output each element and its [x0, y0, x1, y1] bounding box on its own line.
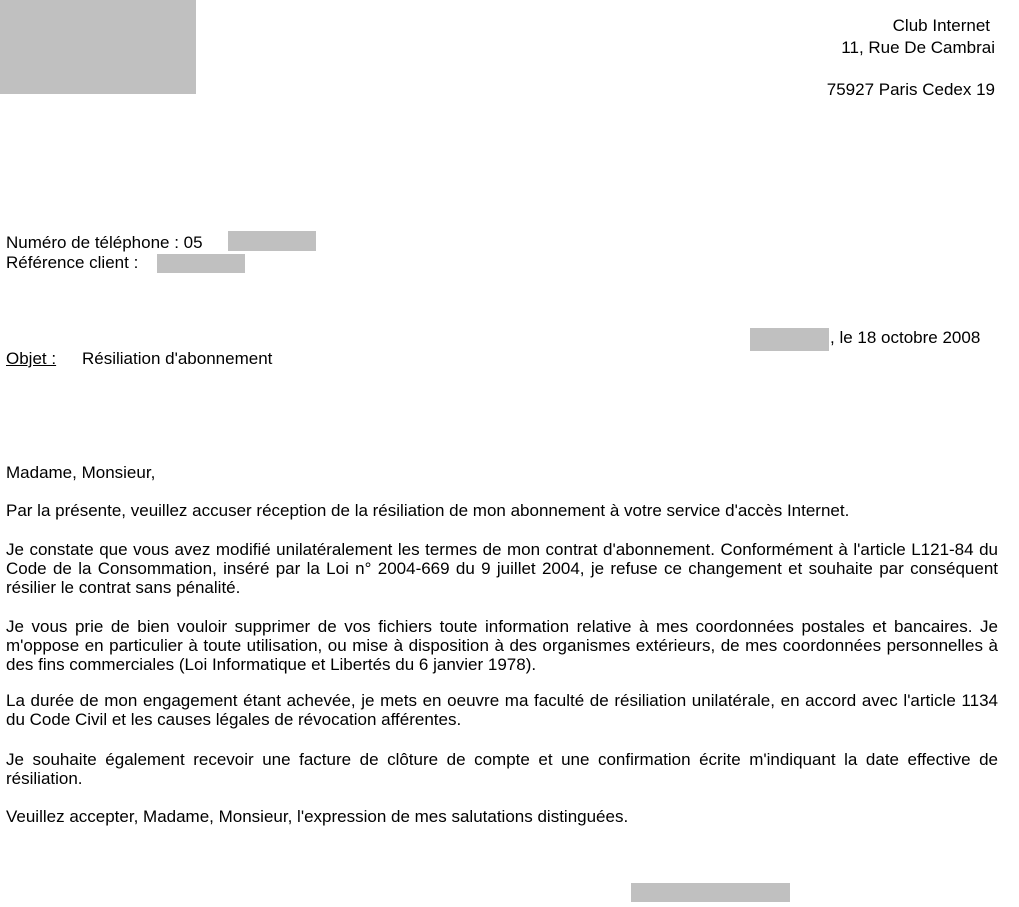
client-reference-redacted [157, 254, 245, 273]
subject-label: Objet : [6, 349, 57, 368]
recipient-name: Club Internet [892, 16, 990, 35]
recipient-street: 11, Rue De Cambrai [841, 38, 995, 57]
salutation: Madame, Monsieur, [6, 463, 156, 482]
city-redacted [750, 328, 829, 351]
phone-number-label: Numéro de téléphone : 05 [6, 233, 203, 252]
signature-redacted [631, 883, 790, 902]
paragraph-3: Je vous prie de bien vouloir supprimer de vos fichiers toute information relative à mes coordonnées postales et bancaires. Je m'oppose en particulier à toute utilisation, ou mise à disposition à des organismes extérieurs, de mes coordonnées personnelles à des fins commerciales (Loi Informatique et Libertés du 6 janvier 1978). [6, 617, 998, 674]
paragraph-5: Je souhaite également recevoir une facture de clôture de compte et une confirmation écrite m'indiquant la date effective de résiliation. [6, 750, 998, 788]
paragraph-4: La durée de mon engagement étant achevée, je mets en oeuvre ma faculté de résiliation unilatérale, en accord avec l'article 1134 du Code Civil et les causes légales de révocation afférentes. [6, 691, 998, 729]
phone-number-redacted [228, 231, 316, 251]
recipient-city: 75927 Paris Cedex 19 [826, 80, 995, 99]
phone-number-line [6, 233, 203, 253]
paragraph-2: Je constate que vous avez modifié unilatéralement les termes de mon contrat d'abonnement. Conformément à l'article L121-84 du Code de la Consommation, inséré par la Loi n° 2004-669 du 9 juillet 2004, je refuse ce changement et souhaite par conséquent résilier le contrat sans pénalité. [6, 540, 998, 597]
client-reference-label: Référence client : [6, 253, 139, 272]
client-reference-line [6, 253, 138, 273]
paragraph-1: Par la présente, veuillez accuser réception de la résiliation de mon abonnement à votre service d'accès Internet. [6, 501, 850, 520]
subject-line [6, 349, 56, 369]
sender-address-redacted [0, 0, 196, 94]
date-line: , le 18 octobre 2008 [830, 328, 981, 347]
subject-text: Résiliation d'abonnement [82, 349, 273, 368]
closing-paragraph: Veuillez accepter, Madame, Monsieur, l'expression de mes salutations distinguées. [6, 807, 629, 826]
